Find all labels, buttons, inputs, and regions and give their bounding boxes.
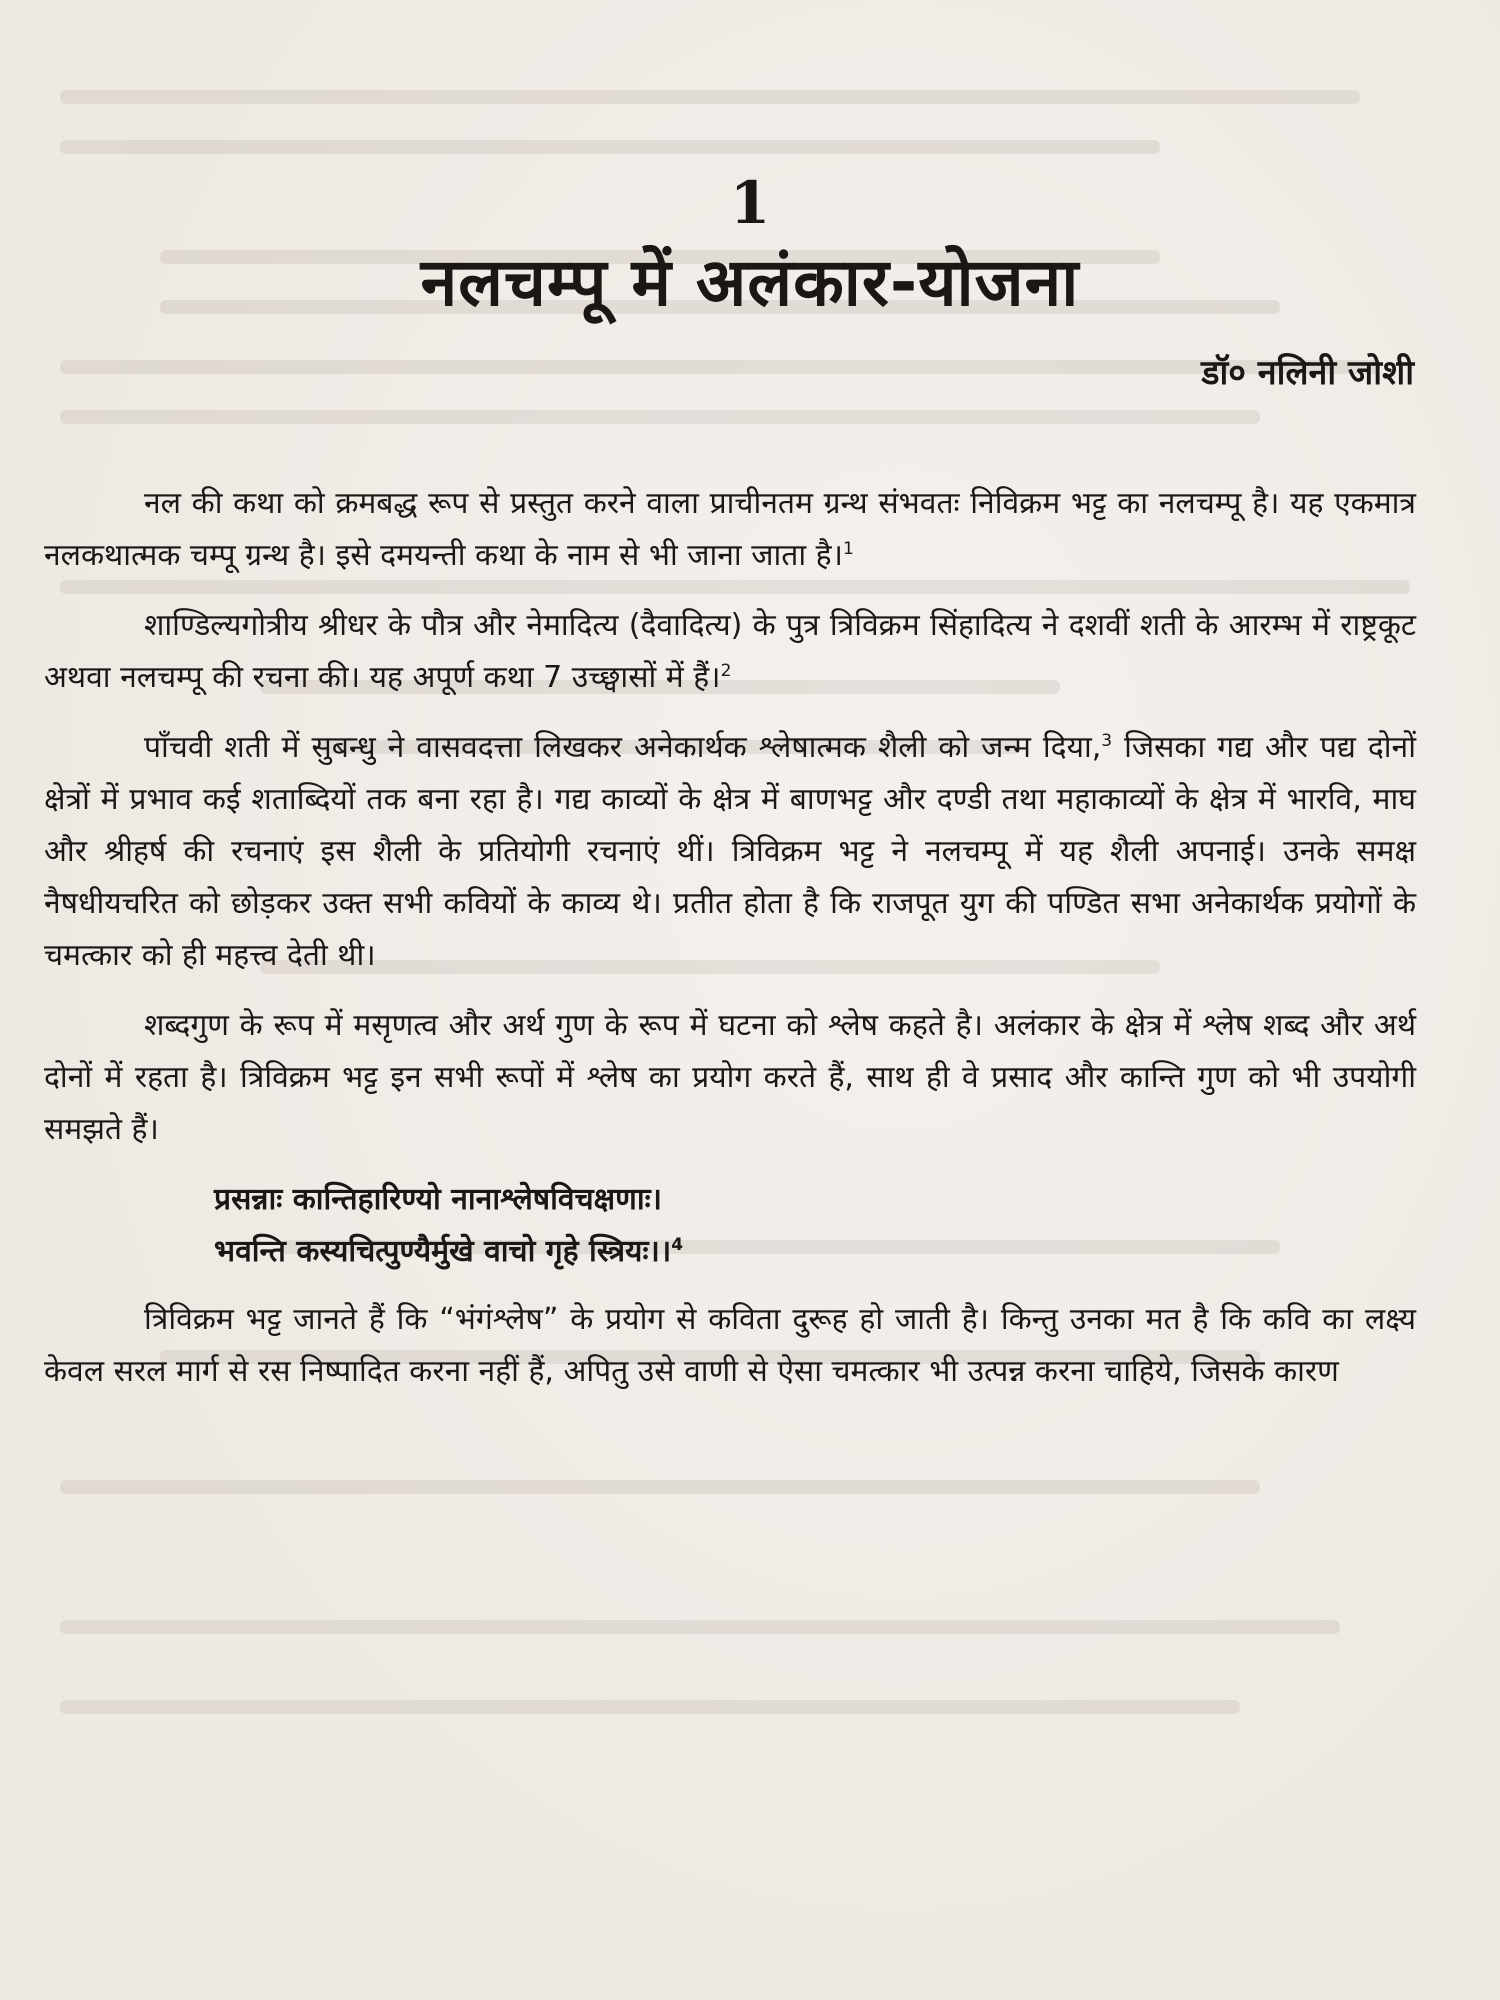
footnote-ref-4: 4 (671, 1235, 684, 1255)
paragraph-text: त्रिविक्रम भट्ट जानते हैं कि “भंगंश्लेष” के प्रयोग से कविता दुरूह हो जाती है। किन्तु उनका मत है कि कवि का लक्ष्य केवल सरल मार्ग से रस निष्पादित करना नहीं हैं, अपितु उसे वाणी से ऐसा चमत्कार भी उत्पन्न करना चाहिये, जिसके कारण (44, 1302, 1416, 1389)
paragraph-2 (44, 600, 1416, 704)
sanskrit-verse (44, 1174, 1416, 1278)
paragraph-5 (44, 1294, 1416, 1398)
footnote-ref-1: 1 (842, 539, 854, 559)
paragraph-text: शाण्डिल्यगोत्रीय श्रीधर के पौत्र और नेमादित्य (दैवादित्य) के पुत्र त्रिविक्रम सिंहादित्य ने दशवीं शती के आरम्भ में राष्ट्रकूट अथवा नलचम्पू की रचना की। यह अपूर्ण कथा 7 उच्छ्वासों में हैं। (44, 608, 1416, 695)
footnote-ref-3: 3 (1101, 731, 1113, 751)
paragraph-1 (44, 478, 1416, 582)
paragraph-3 (44, 722, 1416, 982)
verse-line-2 (214, 1226, 1416, 1278)
verse-line-2-text: भवन्ति कस्यचित्पुण्यैर्मुखे वाचो गृहे स्त्रियः।। (214, 1234, 672, 1269)
paragraph-4 (44, 1000, 1416, 1156)
chapter-number: 1 (729, 169, 771, 237)
body-text (44, 478, 1416, 1416)
verse-line-1: प्रसन्नाः कान्तिहारिण्यो नानाश्लेषविचक्षणाः। (214, 1182, 663, 1217)
paragraph-text: नल की कथा को क्रमबद्ध रूप से प्रस्तुत करने वाला प्राचीनतम ग्रन्थ संभवतः निविक्रम भट्ट का नलचम्पू है। यह एकमात्र नलकथात्मक चम्पू ग्रन्थ है। इसे दमयन्ती कथा के नाम से भी जाना जाता है। (44, 486, 1416, 573)
paragraph-text-before: पाँचवी शती में सुबन्धु ने वासवदत्ता लिखकर अनेकार्थक श्लेषात्मक शैली को जन्म दिया, (144, 730, 1102, 765)
chapter-title: नलचम्पू में अलंकार-योजना (420, 244, 1080, 321)
footnote-ref-2: 2 (720, 661, 732, 681)
author-name: डॉ० नलिनी जोशी (1201, 353, 1414, 393)
paragraph-text-after: जिसका गद्य और पद्य दोनों क्षेत्रों में प्रभाव कई शताब्दियों तक बना रहा है। गद्य काव्यों के क्षेत्र में बाणभट्ट और दण्डी तथा महाकाव्यों के क्षेत्र में भारवि, माघ और श्रीहर्ष की रचनाएं इस शैली के प्रतियोगी रचनाएं थीं। त्रिविक्रम भट्ट ने नलचम्पू में यह शैली अपनाई। उनके समक्ष नैषधीयचरित को छोड़कर उक्त सभी कवियों के काव्य थे। प्रतीत होता है कि राजपूत युग की पण्डित सभा अनेकार्थक प्रयोगों के चमत्कार को ही महत्त्व देती थी। (44, 730, 1416, 973)
paragraph-text: शब्दगुण के रूप में मसृणत्व और अर्थ गुण के रूप में घटना को श्लेष कहते है। अलंकार के क्षेत्र में श्लेष शब्द और अर्थ दोनों में रहता है। त्रिविक्रम भट्ट इन सभी रूपों में श्लेष का प्रयोग करते हैं, साथ ही वे प्रसाद और कान्ति गुण को भी उपयोगी समझते हैं। (44, 1008, 1416, 1147)
